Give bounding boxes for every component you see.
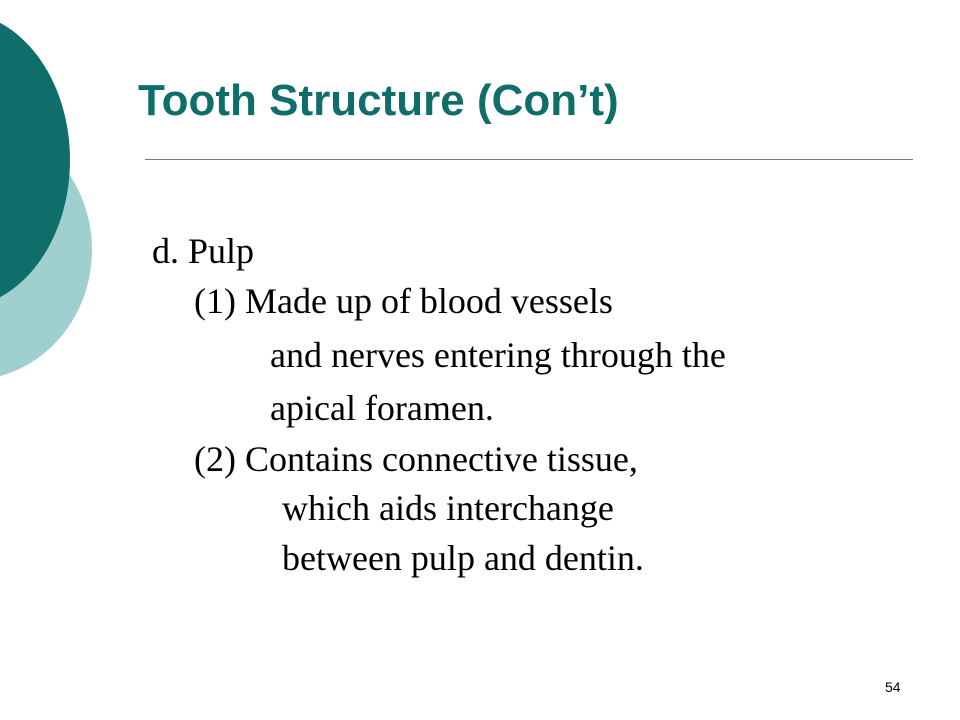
item-heading: d. Pulp xyxy=(152,231,255,271)
slide-title: Tooth Structure (Con’t) xyxy=(138,76,619,125)
point-2-line-2: which aids interchange xyxy=(282,488,614,528)
page-number: 54 xyxy=(885,679,901,695)
point-2-line-3: between pulp and dentin. xyxy=(282,538,644,578)
point-1-line-3: apical foramen. xyxy=(270,388,494,428)
point-2-line-1: (2) Contains connective tissue, xyxy=(194,439,638,479)
decorative-circles xyxy=(0,0,140,400)
point-1-line-2: and nerves entering through the xyxy=(270,335,726,375)
point-1-line-1: (1) Made up of blood vessels xyxy=(194,281,613,321)
title-divider xyxy=(145,159,913,160)
